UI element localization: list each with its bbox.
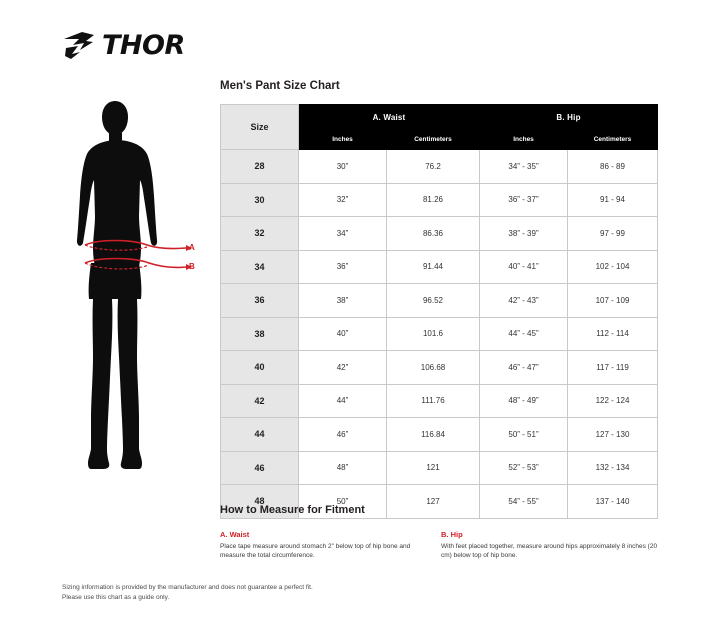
cell-size: 36 xyxy=(221,284,299,318)
how-to-hip-heading: B. Hip xyxy=(441,530,463,539)
how-to-hip xyxy=(440,530,660,561)
figure-label-b: B xyxy=(189,262,195,271)
thor-helmet-icon xyxy=(62,30,96,60)
cell-waist-cm: 91.44 xyxy=(387,250,480,284)
table-body xyxy=(221,150,658,519)
cell-hip-in: 38” - 39” xyxy=(480,217,568,251)
cell-size: 30 xyxy=(221,183,299,217)
body-silhouette-icon xyxy=(55,95,215,495)
figure-label-a: A xyxy=(189,243,195,252)
table-row xyxy=(221,284,658,318)
cell-hip-in: 54” - 55” xyxy=(480,485,568,519)
how-to-hip-text: With feet placed together, measure around hips approximately 8 inches (20 cm) below top of hip bone. xyxy=(441,543,658,560)
cell-hip-cm: 102 - 104 xyxy=(568,250,658,284)
how-to-measure-section xyxy=(220,504,660,561)
cell-size: 46 xyxy=(221,451,299,485)
cell-hip-in: 50” - 51” xyxy=(480,418,568,452)
cell-waist-in: 36” xyxy=(299,250,387,284)
cell-waist-cm: 101.6 xyxy=(387,317,480,351)
brand-logo xyxy=(62,30,185,60)
cell-waist-cm: 76.2 xyxy=(387,150,480,184)
header-waist-cm: Centimeters xyxy=(387,130,480,150)
cell-hip-in: 36” - 37” xyxy=(480,183,568,217)
cell-size: 32 xyxy=(221,217,299,251)
body-figure xyxy=(55,95,215,495)
table-row xyxy=(221,317,658,351)
size-chart-table xyxy=(220,104,658,519)
how-to-measure-title: How to Measure for Fitment xyxy=(220,504,365,516)
cell-hip-cm: 112 - 114 xyxy=(568,317,658,351)
cell-waist-in: 50” xyxy=(299,485,387,519)
table-row xyxy=(221,351,658,385)
cell-hip-cm: 122 - 124 xyxy=(568,384,658,418)
cell-size: 34 xyxy=(221,250,299,284)
table-row xyxy=(221,183,658,217)
cell-hip-in: 48” - 49” xyxy=(480,384,568,418)
disclaimer-line-1: Sizing information is provided by the manufacturer and does not guarantee a perfect fit. xyxy=(62,584,313,591)
page-title: Men's Pant Size Chart xyxy=(220,80,340,92)
cell-size: 48 xyxy=(221,485,299,519)
table-row xyxy=(221,384,658,418)
table-row xyxy=(221,451,658,485)
disclaimer xyxy=(62,583,313,603)
cell-hip-cm: 91 - 94 xyxy=(568,183,658,217)
cell-hip-in: 34” - 35” xyxy=(480,150,568,184)
cell-hip-cm: 117 - 119 xyxy=(568,351,658,385)
header-waist: A. Waist xyxy=(299,105,480,130)
cell-waist-in: 42” xyxy=(299,351,387,385)
header-hip-inches: Inches xyxy=(480,130,568,150)
cell-waist-in: 30” xyxy=(299,150,387,184)
how-to-waist-heading: A. Waist xyxy=(220,530,250,539)
how-to-waist-text: Place tape measure around stomach 2" below top of hip bone and measure the total circumference. xyxy=(220,543,411,560)
table-row xyxy=(221,217,658,251)
cell-size: 40 xyxy=(221,351,299,385)
header-waist-inches: Inches xyxy=(299,130,387,150)
cell-size: 42 xyxy=(221,384,299,418)
cell-hip-cm: 132 - 134 xyxy=(568,451,658,485)
cell-size: 28 xyxy=(221,150,299,184)
table-row xyxy=(221,250,658,284)
header-hip-cm: Centimeters xyxy=(568,130,658,150)
cell-hip-in: 42” - 43” xyxy=(480,284,568,318)
cell-waist-in: 48” xyxy=(299,451,387,485)
cell-waist-cm: 111.76 xyxy=(387,384,480,418)
cell-waist-cm: 127 xyxy=(387,485,480,519)
cell-waist-in: 38” xyxy=(299,284,387,318)
cell-waist-cm: 116.84 xyxy=(387,418,480,452)
cell-hip-in: 46” - 47” xyxy=(480,351,568,385)
cell-waist-cm: 81.26 xyxy=(387,183,480,217)
table-row xyxy=(221,418,658,452)
cell-waist-cm: 96.52 xyxy=(387,284,480,318)
cell-hip-in: 52” - 53” xyxy=(480,451,568,485)
cell-hip-cm: 127 - 130 xyxy=(568,418,658,452)
cell-size: 44 xyxy=(221,418,299,452)
cell-hip-cm: 137 - 140 xyxy=(568,485,658,519)
cell-waist-in: 34” xyxy=(299,217,387,251)
cell-waist-in: 40” xyxy=(299,317,387,351)
cell-waist-in: 32” xyxy=(299,183,387,217)
table-row xyxy=(221,150,658,184)
header-hip: B. Hip xyxy=(480,105,658,130)
cell-hip-in: 40” - 41” xyxy=(480,250,568,284)
header-size: Size xyxy=(221,105,299,150)
cell-waist-in: 44” xyxy=(299,384,387,418)
cell-waist-in: 46” xyxy=(299,418,387,452)
brand-name: THOR xyxy=(102,29,185,61)
table-group-header-row xyxy=(221,105,658,130)
how-to-waist xyxy=(220,530,440,561)
cell-waist-cm: 121 xyxy=(387,451,480,485)
cell-waist-cm: 86.36 xyxy=(387,217,480,251)
cell-waist-cm: 106.68 xyxy=(387,351,480,385)
disclaimer-line-2: Please use this chart as a guide only. xyxy=(62,593,170,601)
cell-hip-cm: 107 - 109 xyxy=(568,284,658,318)
cell-size: 38 xyxy=(221,317,299,351)
cell-hip-cm: 86 - 89 xyxy=(568,150,658,184)
cell-hip-cm: 97 - 99 xyxy=(568,217,658,251)
cell-hip-in: 44” - 45” xyxy=(480,317,568,351)
